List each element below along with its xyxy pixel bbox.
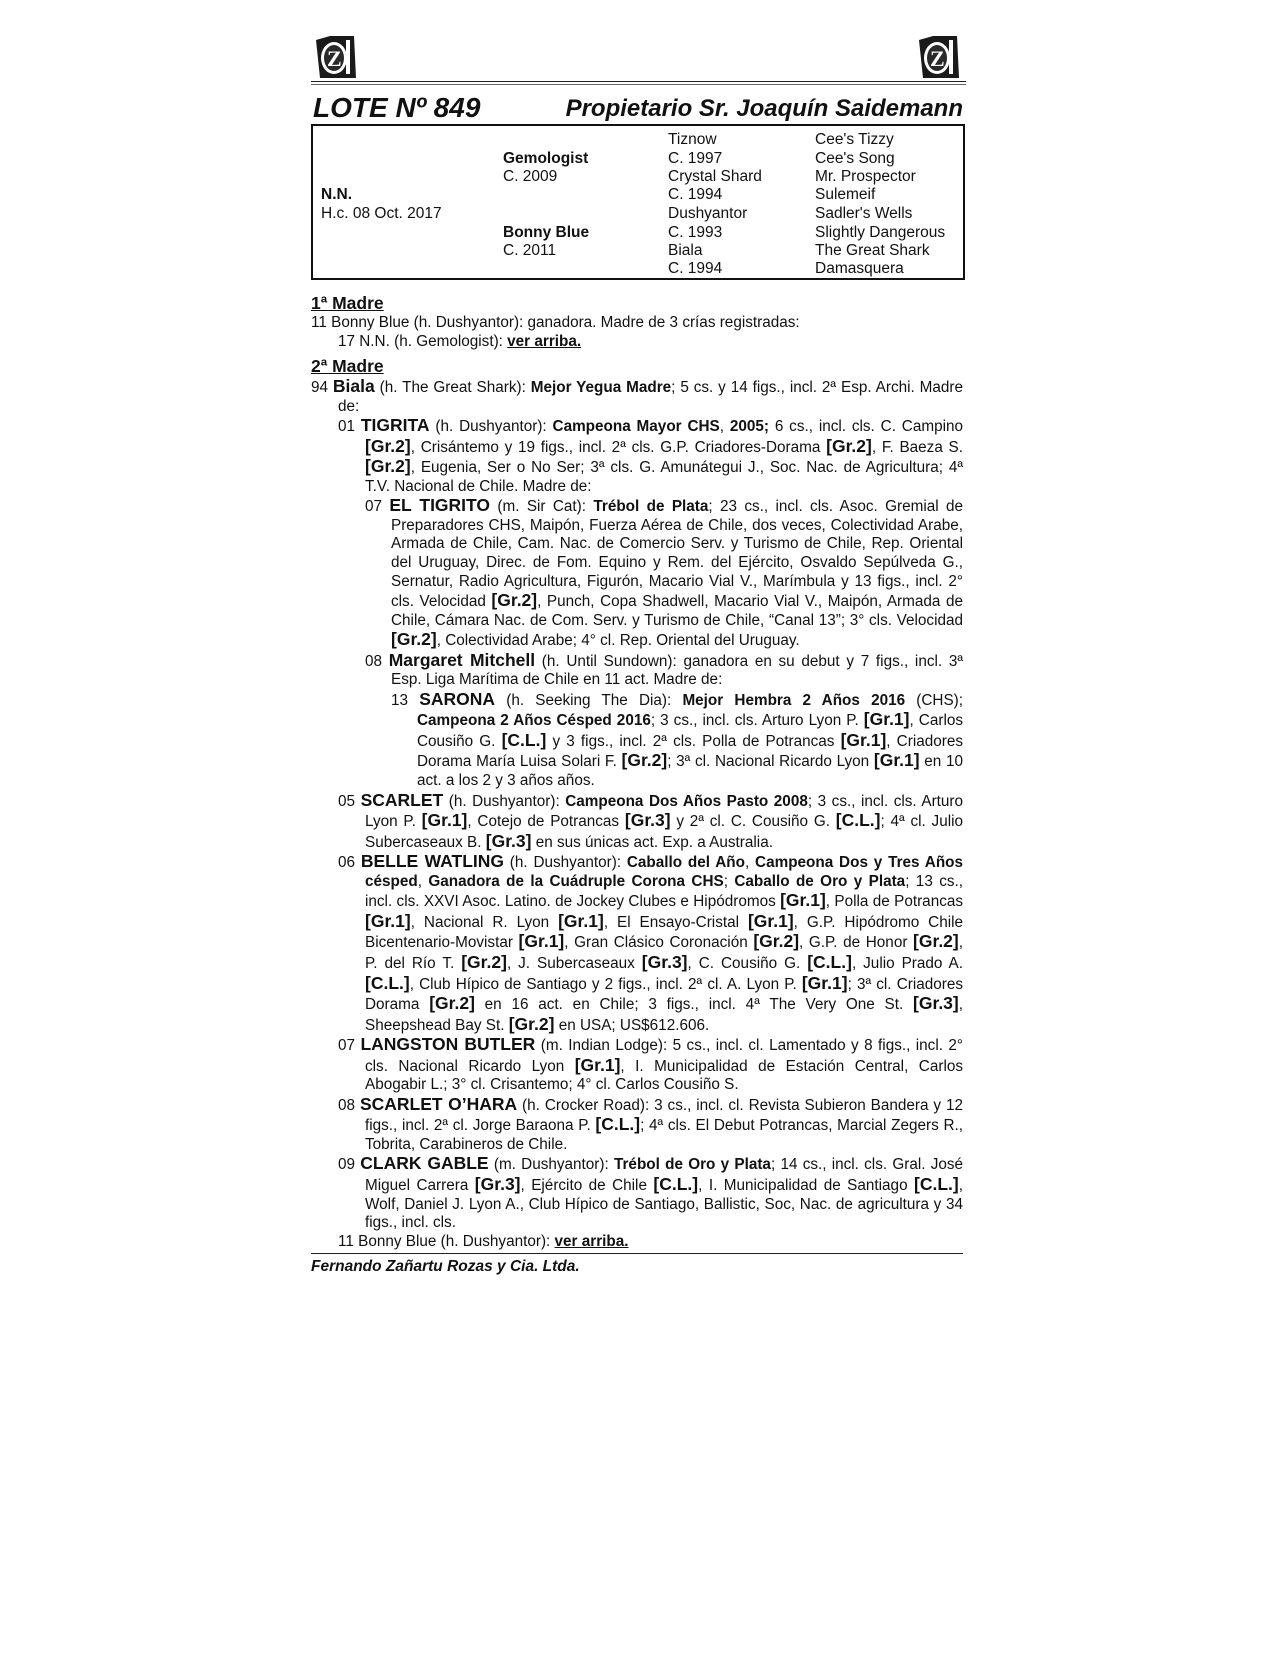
entry-text: (m. Indian Lodge): 5 cs., incl. cl. Lamentado y 8 figs., incl. 2° cls. Nacional Ricardo Lyon: [365, 1037, 964, 1075]
entry-bold: Campeona Mayor CHS: [552, 418, 720, 436]
entry-text: 11 Bonny Blue (h. Dushyantor):: [338, 1232, 555, 1250]
produce-sarona: [311, 690, 963, 791]
entry-name: EL TIGRITO: [389, 495, 491, 516]
horse-name: N.N.: [321, 186, 352, 203]
entry-text: , Gran Clásico Coronación: [564, 934, 754, 952]
entry-text: ; 13 cs., incl. cls. XXVI Asoc. Latino. de Jockey Clubes e Hipódromos: [365, 872, 963, 911]
entry-text: y 3 figs., incl. 2ª cls. Polla de Potrancas: [546, 732, 841, 750]
entry-text: , Punch, Copa Shadwell, Macario Vial V., Maipón, Armada de Chile, Cámara Nac. de Com. Serv. y Turismo de Chile, “Canal 13”; 3° cls. Velocidad: [391, 593, 963, 629]
grade-badge: [Gr.1]: [840, 729, 887, 750]
entry-text: en 16 act. en Chile; 3 figs., incl. 4ª The Very One St.: [474, 996, 914, 1014]
entry-text: ; 3ª cl. Criadores Dorama: [365, 975, 963, 1014]
grade-badge: [C.L.]: [365, 972, 410, 993]
entry-text: , El Ensayo-Cristal: [603, 913, 748, 931]
grade-badge: [Gr.2]: [621, 750, 668, 771]
grade-badge: [Gr.2]: [826, 435, 872, 456]
grade-badge: [Gr.3]: [913, 993, 959, 1014]
entry-text: en 10 act. a los 2 y 3 años años.: [417, 753, 963, 790]
grade-badge: [Gr.1]: [873, 750, 920, 771]
entry-text: ; 3 cs., incl. cls. Arturo Lyon P.: [650, 712, 864, 730]
entry-text: (h. Seeking The Dia):: [495, 691, 683, 709]
entry-year: 07: [365, 498, 383, 516]
entry-text: ,: [744, 854, 756, 872]
entry-year: 01: [338, 418, 356, 436]
first-dam-heading: 1ª Madre: [311, 293, 384, 313]
grade-badge: [C.L.]: [914, 1173, 959, 1194]
grade-badge: [Gr.1]: [421, 810, 468, 831]
grade-badge: [C.L.]: [501, 729, 547, 750]
entry-year: 94: [311, 379, 329, 397]
entry-text: , Colectividad Arabe; 4° cl. Rep. Oriental del Uruguay.: [436, 632, 800, 650]
grade-badge: [Gr.3]: [641, 951, 688, 972]
grade-badge: [Gr.2]: [913, 931, 959, 952]
grade-badge: [Gr.2]: [461, 951, 507, 972]
grade-badge: [Gr.2]: [365, 435, 411, 456]
entry-text: , G.P. de Honor: [799, 934, 914, 952]
entry-text: ; 4ª cls. El Debut Potrancas, Marcial Zegers R., Tobrita, Carabineros de Chile.: [365, 1117, 963, 1153]
grandparent-info: C. 1994: [668, 186, 723, 203]
entry-bold: Caballo del Año: [626, 854, 745, 872]
grandparent-name: Tiznow: [668, 131, 717, 148]
entry-year: 06: [338, 854, 356, 872]
entry-year: 08: [365, 652, 383, 670]
entry-text: ; 14 cs., incl. cls. Gral. José Miguel Carrera: [365, 1156, 964, 1194]
grade-badge: [Gr.2]: [365, 456, 411, 477]
entry-text: , Julio Prado A.: [851, 954, 963, 972]
entry-text: y 2ª cl. C. Cousiño G.: [670, 813, 836, 831]
entry-text: , Wolf, Daniel J. Lyon A., Club Hípico de Santiago, Ballistic, Soc, Nac. de agricultura y 34 figs., incl. cls.: [365, 1176, 963, 1232]
ver-arriba-link: ver arriba.: [507, 332, 582, 350]
produce-text: 17 N.N. (h. Gemologist):: [338, 332, 508, 350]
entry-bold: Caballo de Oro y Plata: [734, 872, 906, 890]
produce-belle-watling: [311, 852, 963, 1035]
entry-text: (h. Dushyantor):: [429, 418, 553, 436]
produce-clark-gable: [311, 1154, 963, 1232]
entry-text: , Eugenia, Ser o No Ser; 3ª cls. G. Amunátegui J., Soc. Nac. de Agricultura; 4ª T.V. Nacional de Chile. Madre de:: [365, 459, 963, 495]
grade-badge: [Gr.1]: [365, 910, 411, 931]
entry-name: Margaret Mitchell: [388, 649, 536, 670]
entry-name: LANGSTON BUTLER: [360, 1034, 536, 1055]
great-grandparent: Sulemeif: [815, 186, 876, 203]
entry-text: ; 23 cs., incl. cls. Asoc. Gremial de Preparadores CHS, Maipón, Fuerza Aérea de Chile, dos veces, Colectividad Arabe, Armada de Chile, Cam. Nac. de Comercio Serv. y Turismo de Chile, Rep. Oriental del Uruguay, Direc. de Fom. Equino y Rem. del Ejército, Osvaldo Sepúlveda G., Sernatur, Radio Agricultura, Figurón, Macario Vial V., Marímbula y 13 figs., incl. 2° cls. Velocidad: [391, 498, 964, 611]
entry-year: 09: [338, 1156, 356, 1174]
entry-text: , J. Subercaseaux: [506, 954, 642, 972]
grade-badge: [Gr.3]: [485, 830, 532, 851]
great-grandparent: Sadler's Wells: [815, 205, 913, 222]
entry-text: 6 cs., incl. cls. C. Campino: [768, 418, 964, 436]
header-rule-thin: [311, 84, 966, 85]
grandparent-info: C. 1994: [668, 260, 723, 277]
first-dam-line: 11 Bonny Blue (h. Dushyantor): ganadora. Madre de 3 crías registradas:: [311, 314, 800, 331]
entry-year: 05: [338, 792, 356, 810]
entry-text: en sus únicas act. Exp. a Australia.: [531, 833, 773, 851]
owner-name: Propietario Sr. Joaquín Saidemann: [565, 95, 963, 122]
entry-name: SARONA: [419, 688, 496, 709]
entry-bold: Trébol de Oro y Plata: [613, 1156, 771, 1174]
entry-year: 13: [391, 691, 409, 709]
entry-text: , Crisántemo y 19 figs., incl. 2ª cls. G.P. Criadores-Dorama: [410, 438, 827, 456]
entry-text: (m. Sir Cat):: [490, 498, 594, 516]
header-rule: [311, 81, 966, 82]
grade-badge: [C.L.]: [807, 951, 852, 972]
produce-record: [311, 292, 963, 1277]
produce-bonny-blue-ref: [311, 1233, 963, 1252]
entry-text: , Club Hípico de Santiago y 2 figs., incl. 2ª cl. A. Lyon P.: [409, 975, 802, 993]
entry-text: , G.P. Hipódromo Chile Bicentenario-Movistar: [365, 913, 964, 952]
entry-text: , I. Municipalidad de Estación Central, Carlos Abogabir L.; 3° cl. Crisantemo; 4° cl. Carlos Cousiño S.: [365, 1057, 963, 1094]
great-grandparent: Slightly Dangerous: [815, 224, 946, 241]
entry-text: ,: [719, 418, 730, 436]
horse-info: H.c. 08 Oct. 2017: [321, 205, 442, 222]
sire-name: Gemologist: [503, 150, 589, 167]
second-dam-heading: 2ª Madre: [311, 356, 384, 377]
entry-text: en USA; US$612.606.: [554, 1016, 710, 1034]
footer-rule: [311, 1253, 963, 1254]
entry-name: TIGRITA: [360, 415, 430, 436]
grade-badge: [C.L.]: [835, 810, 881, 831]
entry-text: , Criadores Dorama María Luisa Solari F.: [417, 732, 963, 771]
grandparent-info: C. 1993: [668, 224, 723, 241]
zanartu-logo-left-icon: [314, 34, 358, 80]
entry-text: , P. del Río T.: [365, 934, 963, 972]
entry-name: Biala: [332, 376, 375, 397]
produce-scarlet: [311, 791, 963, 853]
entry-bold: 2005;: [729, 418, 769, 436]
grade-badge: [C.L.]: [653, 1173, 699, 1194]
dam-name: Bonny Blue: [503, 224, 590, 241]
entry-text: (m. Dushyantor):: [488, 1156, 614, 1174]
grandparent-info: C. 1997: [668, 150, 723, 167]
title-row: [311, 92, 966, 126]
entry-text: (h. Until Sundown): ganadora en su debut y 7 figs., incl. 3ª Esp. Liga Marítima de Chile en 11 act. Madre de:: [391, 652, 963, 689]
produce-tigrita: [311, 416, 963, 496]
entry-text: (h. Crocker Road): 3 cs., incl. cl. Revista Subieron Bandera y 12 figs., incl. 2ª cl. Jorge Baraona P.: [365, 1096, 964, 1135]
entry-text: (CHS);: [905, 691, 964, 709]
entry-text: , Carlos Cousiño G.: [417, 712, 963, 750]
grade-badge: [Gr.1]: [863, 709, 910, 730]
entry-text: ,: [417, 872, 429, 890]
grade-badge: [Gr.1]: [747, 910, 794, 931]
entry-bold: Campeona Dos Años Pasto 2008: [565, 792, 808, 810]
produce-langston-butler: [311, 1035, 963, 1095]
svg-text:Z: Z: [327, 46, 342, 71]
grade-badge: [Gr.2]: [508, 1013, 555, 1034]
entry-text: , Nacional R. Lyon: [410, 913, 559, 931]
grade-badge: [Gr.3]: [624, 810, 671, 831]
grade-badge: [Gr.2]: [753, 931, 800, 952]
dam-info: C. 2011: [503, 242, 557, 259]
entry-bold: Mejor Hembra 2 Años 2016: [682, 691, 906, 709]
great-grandparent: Cee's Song: [815, 150, 895, 167]
entry-text: (h. Dushyantor):: [443, 792, 566, 810]
entry-name: SCARLET O’HARA: [359, 1093, 518, 1114]
produce-el-tigrito: [311, 496, 963, 650]
entry-year: 08: [338, 1096, 356, 1114]
produce-margaret-mitchell: [311, 651, 963, 690]
grade-badge: [C.L.]: [595, 1114, 641, 1135]
great-grandparent: Damasquera: [815, 260, 904, 277]
great-grandparent: The Great Shark: [815, 242, 930, 259]
pedigree-table: [311, 124, 965, 280]
entry-bold: Ganadora de la Cuádruple Corona CHS: [428, 872, 724, 890]
grade-badge: [Gr.1]: [518, 931, 565, 952]
entry-text: , Polla de Potrancas: [825, 893, 964, 911]
sire-info: C. 2009: [503, 168, 558, 185]
entry-bold: Campeona 2 Años Césped 2016: [417, 712, 651, 730]
entry-text: ; 5 cs. y 14 figs., incl. 2ª Esp. Archi. Madre de:: [338, 379, 964, 415]
produce-scarlet-ohara: [311, 1095, 963, 1155]
second-dam-entry: [311, 377, 963, 416]
entry-text: (h. Dushyantor):: [504, 854, 627, 872]
entry-text: ; 3ª cl. Nacional Ricardo Lyon: [667, 753, 874, 771]
entry-bold: Mejor Yegua Madre: [530, 379, 672, 397]
grade-badge: [Gr.2]: [491, 590, 538, 611]
entry-text: , Cotejo de Potrancas: [467, 813, 625, 831]
entry-year: 07: [338, 1037, 356, 1055]
entry-bold: Trébol de Plata: [593, 498, 709, 516]
entry-bold: Campeona Dos y Tres Años césped: [365, 854, 964, 890]
grade-badge: [Gr.1]: [780, 890, 826, 911]
grandparent-name: Dushyantor: [668, 205, 748, 222]
grandparent-name: Crystal Shard: [668, 168, 762, 185]
grade-badge: [Gr.1]: [801, 972, 848, 993]
grade-badge: [Gr.3]: [474, 1173, 521, 1194]
lote-number: LOTE Nº 849: [313, 92, 481, 123]
ver-arriba-link: ver arriba.: [554, 1232, 629, 1250]
great-grandparent: Mr. Prospector: [815, 168, 916, 185]
zanartu-logo-right-icon: [917, 34, 961, 80]
entry-text: , C. Cousiño G.: [687, 954, 808, 972]
grade-badge: [Gr.1]: [574, 1054, 621, 1075]
entry-name: SCARLET: [360, 789, 444, 810]
entry-name: CLARK GABLE: [360, 1153, 489, 1174]
svg-text:Z: Z: [930, 46, 945, 71]
entry-text: , Sheepshead Bay St.: [365, 996, 963, 1034]
entry-text: , F. Baeza S.: [871, 438, 964, 456]
entry-text: ;: [723, 872, 735, 890]
great-grandparent: Cee's Tizzy: [815, 131, 894, 148]
entry-text: ; 3 cs., incl. cls. Arturo Lyon P.: [365, 792, 964, 831]
entry-text: (h. The Great Shark):: [374, 379, 531, 397]
grandparent-name: Biala: [668, 242, 703, 259]
entry-text: , Ejército de Chile: [520, 1176, 654, 1194]
grade-badge: [Gr.2]: [429, 993, 475, 1014]
entry-text: , I. Municipalidad de Santiago: [698, 1176, 915, 1194]
entry-text: ; 4ª cl. Julio Subercaseaux B.: [365, 813, 964, 851]
entry-name: BELLE WATLING: [360, 851, 504, 872]
first-dam-produce: [311, 333, 963, 352]
grade-badge: [Gr.1]: [558, 910, 604, 931]
grade-badge: [Gr.2]: [391, 629, 437, 650]
footer-company: Fernando Zañartu Rozas y Cia. Ltda.: [311, 1258, 580, 1276]
